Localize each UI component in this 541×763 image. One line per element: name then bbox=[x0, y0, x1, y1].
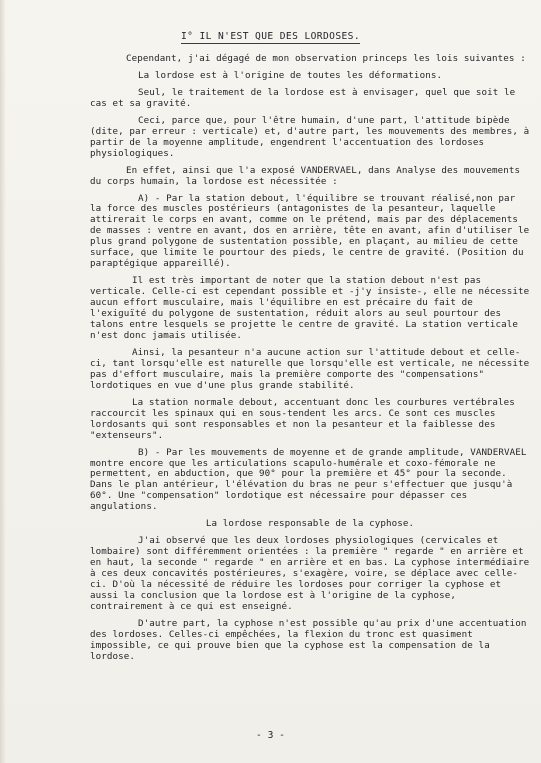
page-title-text: I° IL N'EST QUE DES LORDOSES. bbox=[180, 31, 361, 42]
page-number: - 3 - bbox=[256, 730, 285, 741]
paragraph-station-normale: La station normale debout, accentuant donc les courbures vertébrales raccourcit les spinaux qui en sous-tendent les arcs. Ce sont ces muscles lordosants qui sont responsables et non la pesanteur et la faiblesse des "extenseurs". bbox=[90, 396, 515, 441]
paragraph-intro: Cependant, j'ai dégagé de mon observation princeps les lois suivantes : bbox=[126, 53, 526, 64]
page-title bbox=[0, 31, 541, 42]
paragraph-verticale: Il est très important de noter que la station debout n'est pas verticale. Celle-ci est cependant possible et -j'y insiste-, elle ne nécessite aucun effort musculaire, mais l'équilibre en est précaire du fait de l'exiguïté du polygone de sustentation, réduit alors au seul pourtour des talons entre lesquels se projette le centre de gravité. La station verticale n'est donc jamais utilisée. bbox=[90, 275, 530, 341]
paragraph-law-2: Seul, le traitement de la lordose est à envisager, quel que soit le cas et sa gravité. bbox=[90, 86, 516, 109]
paragraph-point-a: A) - Par la station debout, l'équilibre se trouvant réalisé,non par la force des muscles postérieurs (antagonistes de la pesanteur, laquelle attirerait le corps en avant, comme on le prétend, mais par des déplacements de masses : ventre en avant, dos en arrière, tête en avant, afin d'utiliser le plus grand polygone de sustentation possible, en plaçant, au milieu de cette surface, que limite le pourtour des pieds, le centre de gravité. (Position du paraptégique appareillé). bbox=[90, 192, 530, 270]
paragraph-cyphose-1: J'ai observé que les deux lordoses physiologiques (cervicales et lombaire) sont différemment orientées : la première " regarde " en arrière et en haut, la seconde " regarde " en arrière et en bas. La cyphose intermédiaire à ces deux concavités postérieures, s'exagère, voire, se déplace avec celle-ci. D'où la nécessité de réduire les lordoses pour corriger la cyphose et aussi la conclusion que la lordose est à l'origine de la cyphose, contrairement à ce qui est enseigné. bbox=[90, 535, 530, 612]
section-heading: La lordose responsable de la cyphose. bbox=[205, 518, 415, 530]
paragraph-law-1: La lordose est à l'origine de toutes les déformations. bbox=[138, 69, 443, 81]
paragraph-point-b: B) - Par les mouvements de moyenne et de grande amplitude, VANDERVAEL montre encore que les articulations scapulo-humérale et coxo-fémorale ne permettent, en abduction, que 90° pour la première et 45° pour la seconde. Dans le plan antérieur, l'élévation du bras ne peur s'effectuer que jusqu'à 60°. Une "compensation" lordotique est nécessaire pour dépasser ces angulations. bbox=[90, 446, 527, 513]
paragraph-vandervael: En effet, ainsi que l'a exposé VANDERVAEL, dans Analyse des mouvements du corps humain, la lordose est nécessitée : bbox=[90, 164, 521, 187]
paragraph-cyphose-2: D'autre part, la cyphose n'est possible qu'au prix d'une accentuation des lordoses. Celles-ci empêchées, la flexion du tronc est quasiment impossible, ce qui prouve bien que la cyphose est la compensation de la lordose. bbox=[90, 617, 527, 662]
paragraph-reason: Ceci, parce que, pour l'être humain, d'une part, l'attitude bipède (dite, par erreur : verticale) et, d'autre part, les mouvements des membres, à partir de la moyenne amplitude, engendrent l'accentuation des lordoses physiologiques. bbox=[90, 114, 530, 159]
page-edge-shadow bbox=[0, 0, 6, 763]
paragraph-pesanteur: Ainsi, la pesanteur n'a aucune action sur l'attitude debout et celle-ci, tant lorsqu'elle est naturelle que lorsqu'elle est verticale, ne nécessite pas d'effort musculaire, mais la première comporte des "compensations" lordotiques en vue d'une plus grande stabilité. bbox=[90, 346, 530, 391]
document-body bbox=[90, 54, 530, 669]
